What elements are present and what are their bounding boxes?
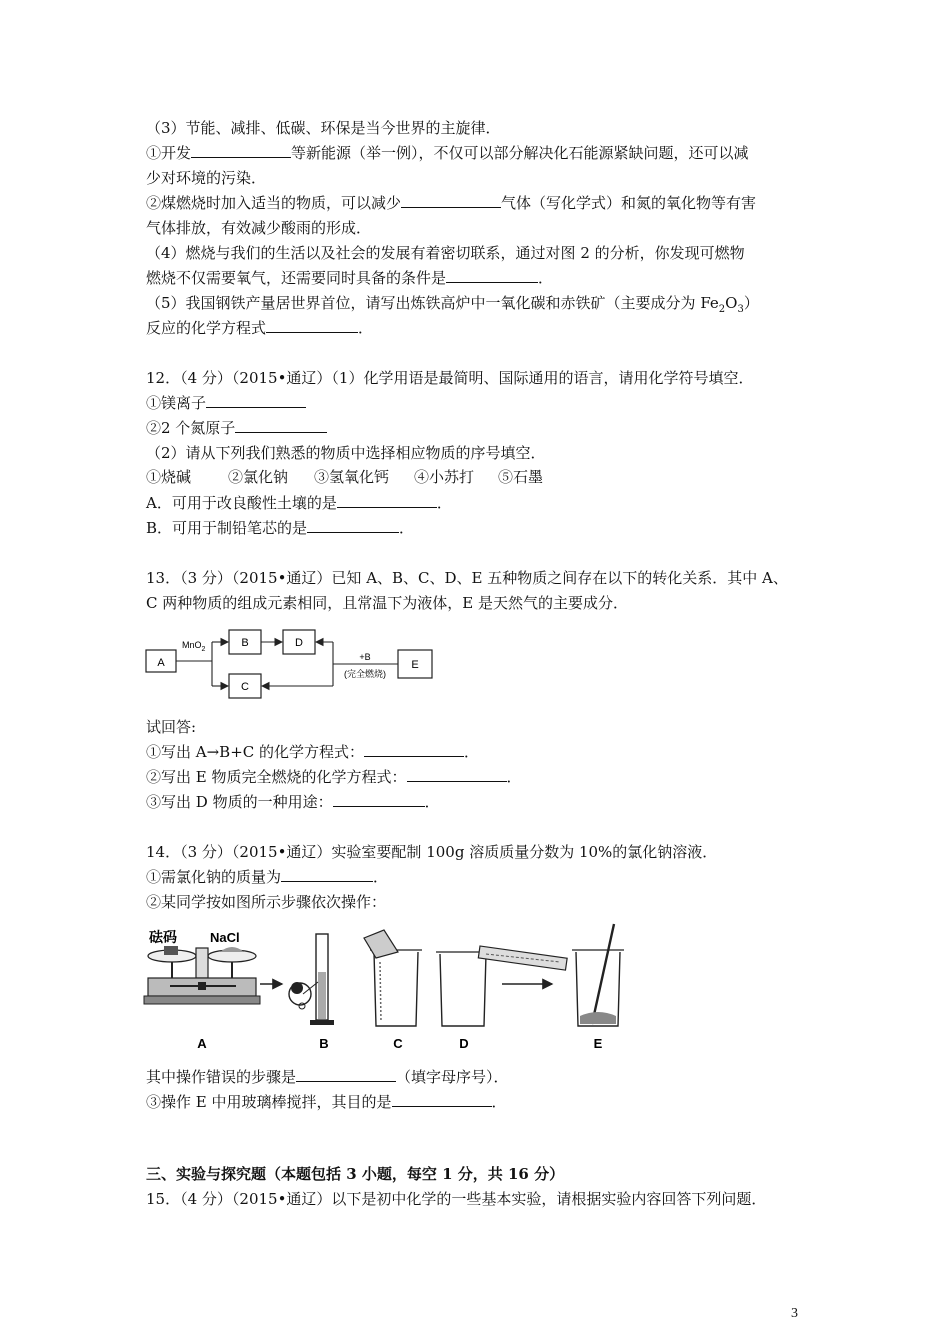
answer-blank[interactable]	[191, 143, 291, 158]
page-number: 3	[791, 1306, 798, 1321]
answer-blank[interactable]	[333, 792, 425, 807]
answer-blank[interactable]	[235, 418, 327, 433]
q12-B: B．可用于制铅笔芯的是 ．	[146, 519, 415, 537]
q13-conversion-diagram	[140, 620, 440, 706]
q13-i: ①写出 A→B+C 的化学方程式： ．	[146, 743, 480, 761]
q15-heading: 15．（4 分）（2015•通辽）以下是初中化学的一些基本实验，请根据实验内容回答下列问题．	[146, 1190, 767, 1208]
q11-part3-a-cont: 少对环境的污染．	[146, 169, 267, 187]
option: ⑤石墨	[498, 468, 544, 486]
section-heading: 三、实验与探究题（本题包括 3 小题，每空 1 分，共 16 分）	[146, 1165, 565, 1183]
q13-ask: 试回答:	[146, 718, 197, 736]
q14-i: ①需氯化钠的质量为 ．	[146, 868, 389, 886]
step-label-C: C	[393, 1036, 403, 1051]
q14-procedure-figure	[140, 922, 640, 1054]
answer-blank[interactable]	[337, 493, 437, 508]
step-label-A: A	[197, 1036, 207, 1051]
beaker-pouring-solid-illustration	[364, 930, 422, 1026]
answer-blank[interactable]	[296, 1067, 396, 1082]
answer-blank[interactable]	[392, 1092, 492, 1107]
nacl-label: NaCl	[210, 930, 240, 945]
label-C: C	[241, 681, 249, 693]
q14-error-step: 其中操作错误的步骤是 （填字母序号）．	[146, 1068, 509, 1086]
beaker-stirring-illustration	[572, 924, 624, 1026]
q11-part3: （3）节能、减排、低碳、环保是当今世界的主旋律．	[146, 119, 501, 137]
reactant-label: +B	[359, 652, 371, 662]
q11-part3-a: ①开发 等新能源（举一例），不仅可以部分解决化石能源紧缺问题，还可以减	[146, 144, 749, 162]
q11-part5: （5）我国钢铁产量居世界首位，请写出炼铁高炉中一氧化碳和赤铁矿（主要成分为 $Fe_2O_3$）	[146, 294, 759, 315]
answer-blank[interactable]	[401, 193, 501, 208]
q13-heading: 13．（3 分）（2015•通辽）已知 A、B、C、D、E 五种物质之间存在以下的转化关系．其中 A、	[146, 569, 788, 587]
q12-options	[146, 467, 543, 487]
step-label-B: B	[319, 1036, 329, 1051]
step-label-E: E	[593, 1036, 603, 1051]
beaker-adding-water-illustration	[436, 946, 567, 1026]
answer-blank[interactable]	[407, 767, 507, 782]
option: ③氢氧化钙	[314, 468, 390, 486]
q11-part4: （4）燃烧与我们的生活以及社会的发展有着密切联系，通过对图 2 的分析，你发现可燃物	[146, 244, 745, 262]
label-D: D	[295, 637, 303, 649]
option: ②氯化钠	[228, 468, 289, 486]
answer-blank[interactable]	[446, 268, 538, 283]
label-A: A	[157, 657, 165, 669]
q11-part5-cont: 反应的化学方程式 ．	[146, 319, 374, 337]
q12-A: A．可用于改良酸性土壤的是 ．	[146, 494, 452, 512]
answer-blank[interactable]	[266, 318, 358, 333]
step-label-D: D	[459, 1036, 469, 1051]
q12-item-a: ①镁离子	[146, 393, 306, 413]
option: ①烧碱	[146, 468, 192, 486]
answer-blank[interactable]	[281, 867, 373, 882]
option: ④小苏打	[414, 468, 475, 486]
weights-label: 砝码	[149, 929, 177, 945]
balance-illustration	[144, 929, 260, 1004]
label-E: E	[411, 659, 419, 671]
cylinder-reading-illustration	[289, 934, 334, 1025]
q11-part3-b-cont: 气体排放，有效减少酸雨的形成．	[146, 219, 372, 237]
q12-item-b: ②2 个氮原子	[146, 418, 327, 438]
q11-part3-b: ②煤燃烧时加入适当的物质，可以减少 气体（写化学式）和氮的氧化物等有害	[146, 194, 757, 212]
q13-ii: ②写出 E 物质完全燃烧的化学方程式： ．	[146, 768, 522, 786]
q14-ii: ②某同学按如图所示步骤依次操作：	[146, 893, 387, 911]
q13-heading-cont: C 两种物质的组成元素相同，且常温下为液体，E 是天然气的主要成分．	[146, 594, 628, 612]
q12-part2: （2）请从下列我们熟悉的物质中选择相应物质的序号填空．	[146, 444, 546, 462]
label-B: B	[241, 637, 249, 649]
answer-blank[interactable]	[206, 393, 306, 408]
q12-heading: 12．（4 分）（2015•通辽）（1）化学用语是最简明、国际通用的语言，请用化学符号填空．	[146, 369, 754, 387]
q11-part4-cont: 燃烧不仅需要氧气，还需要同时具备的条件是 ．	[146, 269, 554, 287]
answer-blank[interactable]	[364, 742, 464, 757]
condition-label: (完全燃烧)	[344, 669, 386, 679]
q14-iii: ③操作 E 中用玻璃棒搅拌，其目的是 ．	[146, 1093, 507, 1111]
q13-iii: ③写出 D 物质的一种用途： ．	[146, 793, 440, 811]
q14-heading: 14．（3 分）（2015•通辽）实验室要配制 100g 溶质质量分数为 10%的氯化钠溶液．	[146, 843, 718, 861]
catalyst-label: MnO$_2$	[182, 640, 206, 653]
answer-blank[interactable]	[307, 518, 399, 533]
